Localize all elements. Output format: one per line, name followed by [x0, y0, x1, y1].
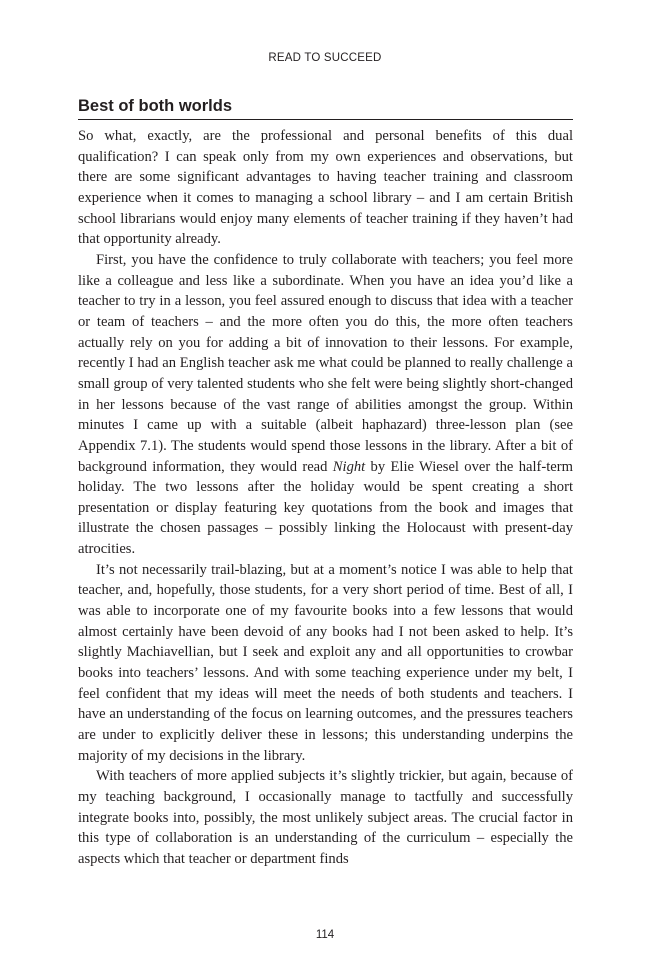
paragraph-1: So what, exactly, are the professional and personal benefits of this dual qualification? I can speak only from my own experiences and observations, but there are some significant advantages to having teacher training and classroom experience when it comes to managing a school library – and I am certain British school librarians would enjoy many elements of teacher training if they haven’t had that opportunity already. — [78, 128, 573, 248]
paragraph-2-text-start: First, you have the confidence to truly collaborate with teachers; you feel more like a colleague and less like a subordinate. When you have an idea you’d like a teacher to try in a lesson, you feel assured enough to discuss that idea with a teacher or team of teachers – and the more often you do this, the more often teachers actually rely on you for adding a bit of innovation to their lessons. For example, recently I had an English teacher ask me what could be planned to really challenge a small group of very talented students who she felt were being slightly short-changed in her lessons because of the vast range of abilities amongst the group. Within minutes I came up with a suitable (albeit haphazard) three-lesson plan (see Appendix 7.1). The students would spend those lessons in the library. After a bit of background information, they would read — [78, 251, 573, 475]
paragraph-2 — [78, 250, 573, 560]
paragraph-2-text-end: by Elie Wiesel over the half-term holiday. The two lessons after the holiday would be spent creating a short presentation or display featuring key quotations from the book and images that illustrate the chosen passages – possibly linking the Holocaust with present-day atrocities. — [78, 458, 573, 558]
book-title: Night — [332, 458, 366, 475]
paragraph-4: With teachers of more applied subjects it’s slightly trickier, but again, because of my teaching background, I occasionally manage to tactfully and successfully integrate books into, possibly, the most unlikely subject areas. The crucial factor in this type of collaboration is an understanding of the curriculum – especially the aspects which that teacher or department finds — [78, 768, 573, 867]
running-head: READ TO SUCCEED — [268, 52, 382, 64]
paragraph-3: It’s not necessarily trail-blazing, but at a moment’s notice I was able to help that teacher, and, hopefully, those students, for a very short period of time. Best of all, I was able to incorporate one of my favourite books into a few lessons that would almost certainly have been devoid of any books had I not been asked to help. It’s slightly Machiavellian, but I seek and exploit any and all opportunities to crowbar books into teachers’ lessons. And with some teaching experience under my belt, I feel confident that my ideas will meet the needs of both students and teachers. I have an understanding of the focus on learning outcomes, and the pressures teachers are under to explicitly deliver these in lessons; this understanding underpins the majority of my decisions in the library. — [78, 561, 573, 764]
body-text — [78, 126, 573, 870]
section-heading: Best of both worlds — [78, 95, 573, 120]
page-number: 114 — [315, 929, 335, 941]
